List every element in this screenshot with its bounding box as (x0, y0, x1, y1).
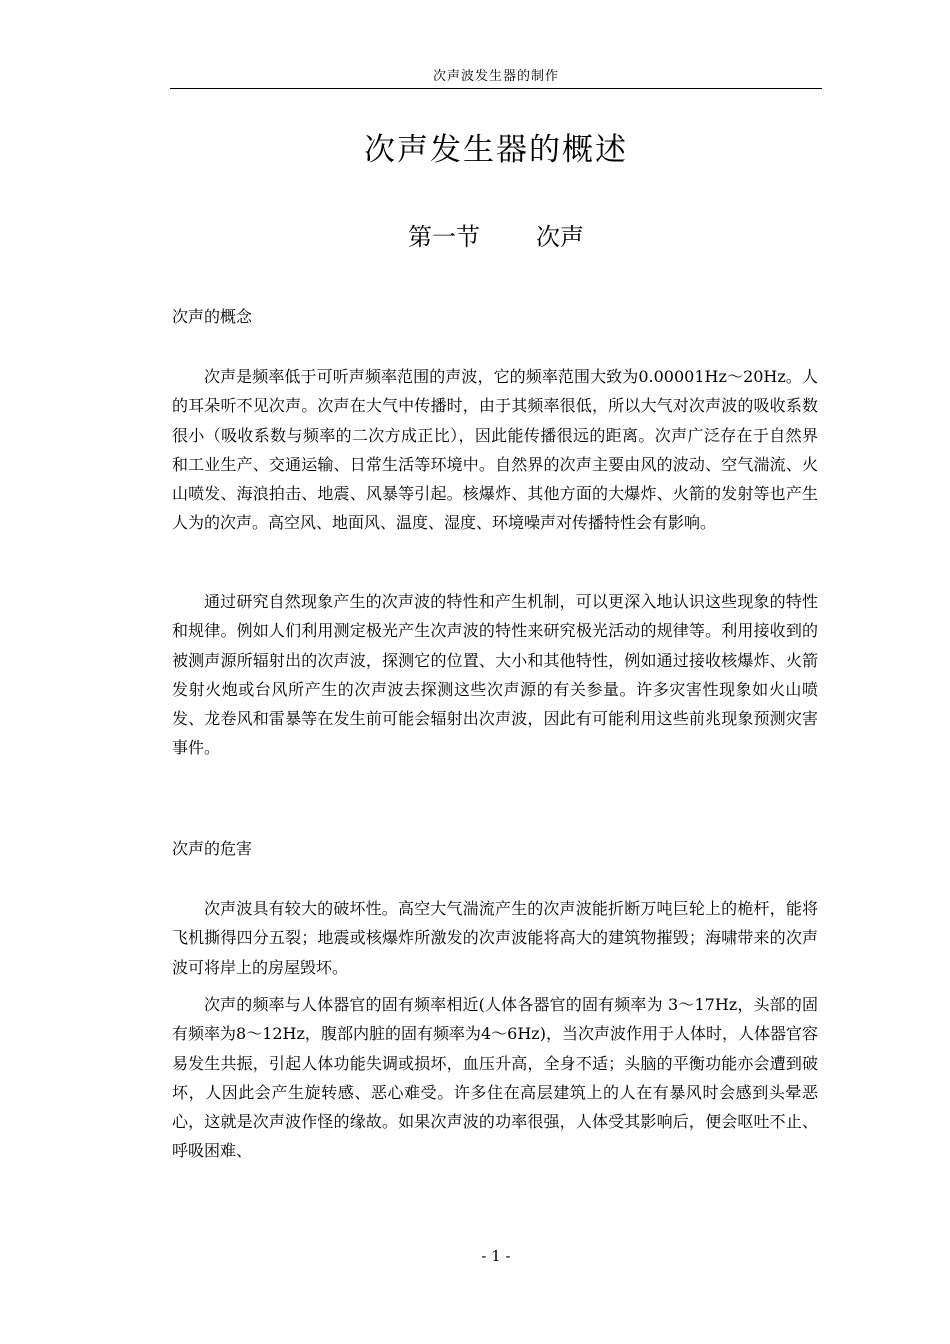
paragraph-hazards-1: 次声波具有较大的破坏性。高空大气湍流产生的次声波能折断万吨巨轮上的桅杆，能将飞机撕得四分五裂；地震或核爆炸所激发的次声波能将高大的建筑物摧毁；海啸带来的次声波可将岸上的房屋毁坏。 (172, 899, 818, 977)
paragraph-hazards-2: 次声的频率与人体器官的固有频率相近(人体各器官的固有频率为 3～17Hz，头部的固有频率为8～12Hz，腹部内脏的固有频率为4～6Hz)，当次声波作用于人体时，人体器官容易发生共振，引起人体功能失调或损坏，血压升高，全身不适；头脑的平衡功能亦会遭到破坏，人因此会产生旋转感、恶心难受。许多住在高层建筑上的人在有暴风时会感到头晕恶心，这就是次声波作怪的缘故。如果次声波的功率很强，人体受其影响后，便会呕吐不止、呼吸困难、 (172, 995, 818, 1161)
subheading-hazards: 次声的危害 (172, 839, 253, 858)
subheading-concept: 次声的概念 (172, 307, 253, 326)
header-rule (170, 88, 822, 89)
section-name: 次声 (536, 223, 584, 251)
chapter-title: 次声发生器的概述 (364, 132, 628, 168)
paragraph-concept-1: 次声是频率低于可听声频率范围的声波，它的频率范围大致为0.00001Hz～20Hz。人的耳朵听不见次声。次声在大气中传播时，由于其频率很低，所以大气对次声波的吸收系数很小（吸收系数与频率的二次方成正比），因此能传播很远的距离。次声广泛存在于自然界和工业生产、交通运输、日常生活等环境中。自然界的次声主要由风的波动、空气湍流、火山喷发、海浪拍击、地震、风暴等引起。核爆炸、其他方面的大爆炸、火箭的发射等也产生人为的次声。高空风、地面风、温度、湿度、环境噪声对传播特性会有影响。 (172, 367, 818, 533)
paragraph-concept-2: 通过研究自然现象产生的次声波的特性和产生机制，可以更深入地认识这些现象的特性和规律。例如人们利用测定极光产生次声波的特性来研究极光活动的规律等。利用接收到的被测声源所辐射出的次声波，探测它的位置、大小和其他特性，例如通过接收核爆炸、火箭发射火炮或台风所产生的次声波去探测这些次声源的有关参量。许多灾害性现象如火山喷发、龙卷风和雷暴等在发生前可能会辐射出次声波，因此有可能利用这些前兆现象预测灾害事件。 (172, 592, 818, 758)
running-header: 次声波发生器的制作 (432, 69, 559, 84)
section-number: 第一节 (408, 223, 480, 251)
section-title (170, 219, 822, 255)
page-number: - 1 - (481, 1247, 511, 1265)
